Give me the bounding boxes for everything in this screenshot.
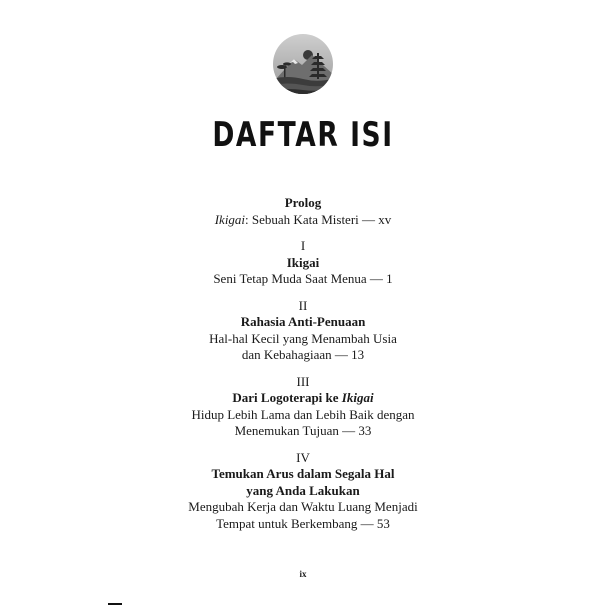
toc-entry-chapter-2 <box>0 298 606 364</box>
chapter-title-line-1: Temukan Arus dalam Segala Hal <box>211 466 395 481</box>
toc-entry-chapter-4 <box>0 450 606 533</box>
chapter-title-emphasis: Ikigai <box>341 390 374 405</box>
chapter-title: Ikigai <box>286 254 320 270</box>
chapter-subtitle-line-1: Mengubah Kerja dan Waktu Luang Menjadi <box>188 499 418 514</box>
toc-entry-subtitle <box>0 212 606 229</box>
toc-entry-prolog <box>0 195 606 228</box>
toc-entry-subtitle-text: : Sebuah Kata Misteri — xv <box>245 211 392 227</box>
table-of-contents <box>0 195 606 532</box>
chapter-title-line-2: yang Anda Lakukan <box>246 482 360 498</box>
page-title: DAFTAR ISI <box>212 115 394 155</box>
page-number: ix <box>299 569 307 579</box>
toc-entry-chapter-3 <box>0 374 606 440</box>
toc-entry-title: Prolog <box>284 195 322 210</box>
chapter-subtitle-line-2: dan Kebahagiaan — 13 <box>241 347 365 362</box>
chapter-subtitle-line-2: Tempat untuk Berkembang — 53 <box>216 515 390 531</box>
chapter-subtitle-line-1: Hal-hal Kecil yang Menambah Usia <box>209 330 397 346</box>
chapter-number: III <box>296 373 310 389</box>
chapter-number: I <box>300 238 306 253</box>
chapter-title <box>0 390 606 407</box>
chapter-title-text: Dari Logoterapi ke <box>232 390 342 405</box>
toc-entry-subtitle-emphasis: Ikigai <box>214 211 246 227</box>
chapter-number: IV <box>296 449 310 465</box>
japanese-landscape-emblem-icon <box>272 33 334 95</box>
chapter-subtitle: Seni Tetap Muda Saat Menua — 1 <box>213 271 393 286</box>
chapter-title: Rahasia Anti-Penuaan <box>240 314 366 329</box>
chapter-subtitle-line-2: Menemukan Tujuan — 33 <box>234 423 372 438</box>
crop-mark <box>108 603 122 605</box>
chapter-subtitle-line-1: Hidup Lebih Lama dan Lebih Baik dengan <box>191 406 415 422</box>
toc-entry-chapter-1 <box>0 238 606 288</box>
chapter-number: II <box>298 297 308 313</box>
